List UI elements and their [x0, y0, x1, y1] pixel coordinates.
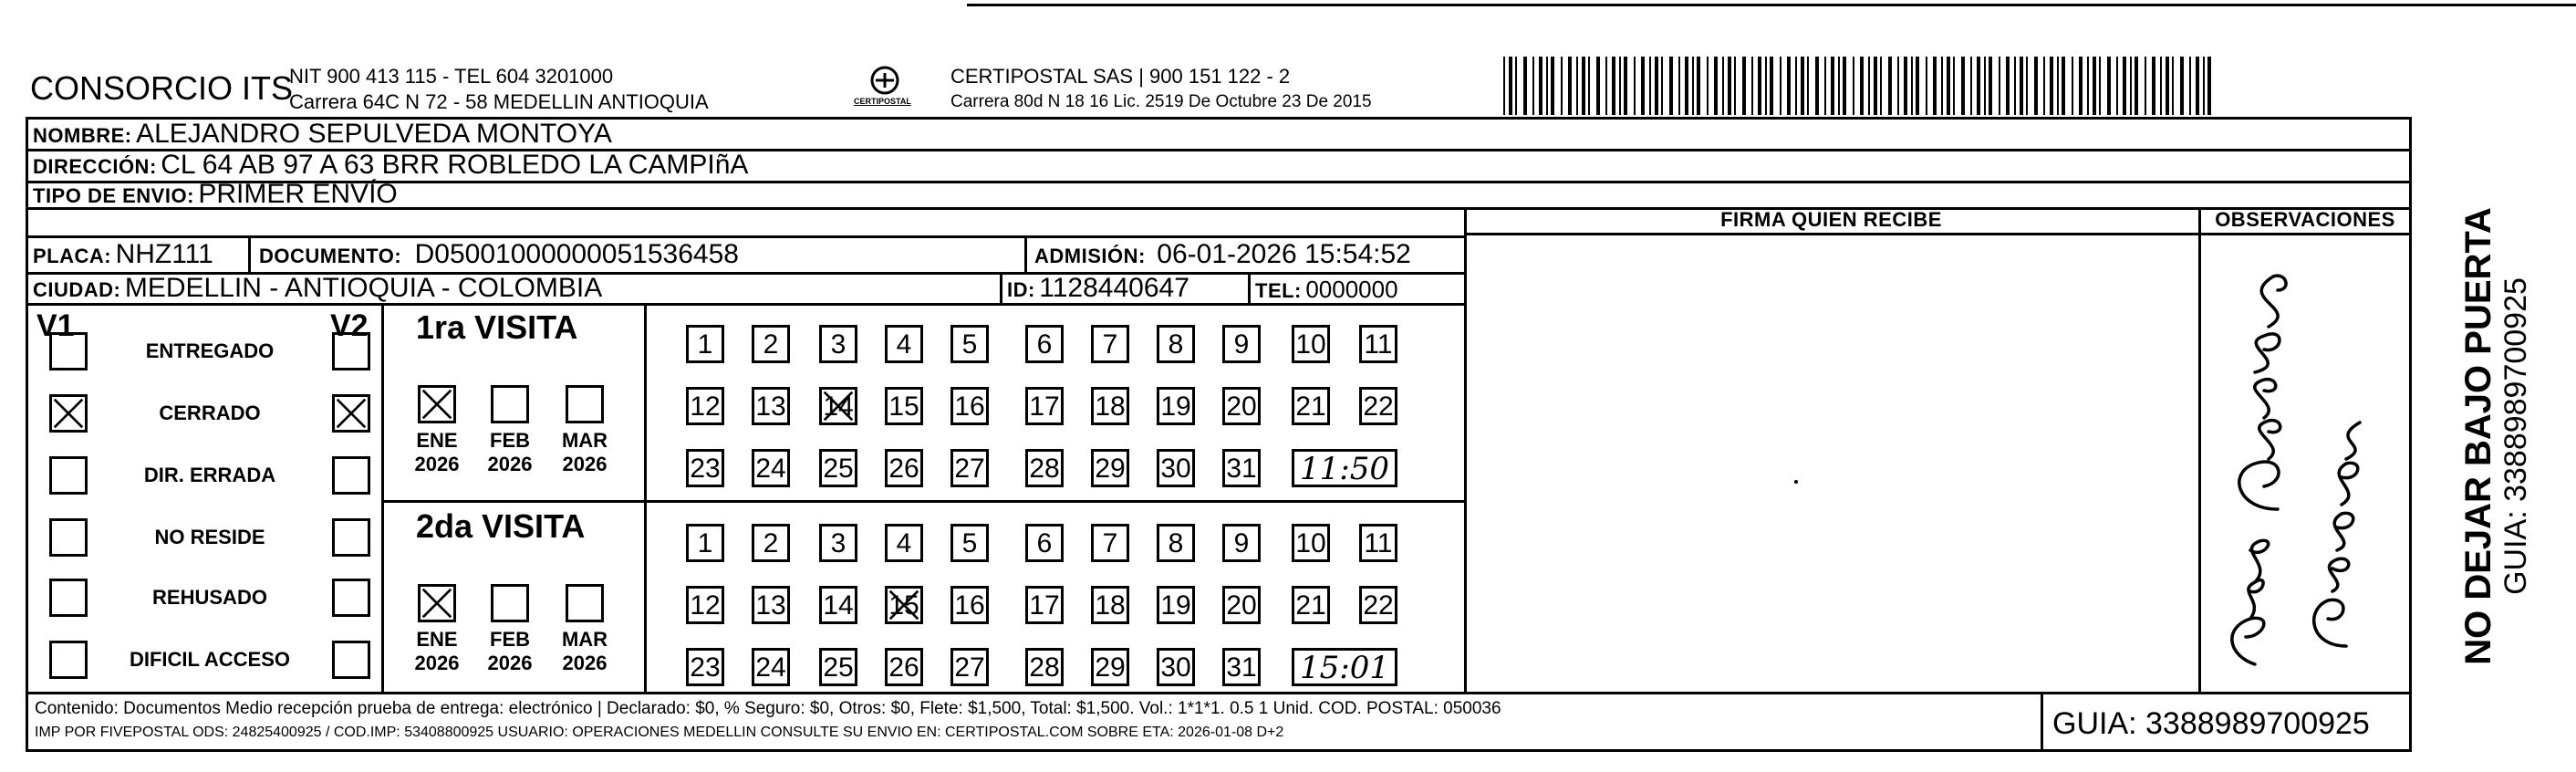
- id-row: [1007, 273, 1189, 304]
- day-box-4[interactable]: 4: [885, 325, 923, 363]
- nombre-value: ALEJANDRO SEPULVEDA MONTOYA: [136, 119, 612, 149]
- day-box-3[interactable]: 3: [819, 524, 857, 562]
- observation-handwriting: [2200, 235, 2410, 692]
- day-mark: [888, 589, 920, 621]
- day-box-12[interactable]: 12: [686, 586, 724, 624]
- day-box-11[interactable]: 11: [1359, 325, 1397, 363]
- day-box-3[interactable]: 3: [819, 325, 857, 363]
- month-year: 2026: [414, 453, 460, 475]
- side-guia: GUIA: 3388989700925: [2498, 277, 2533, 595]
- reason-label: DIFICIL ACCESO: [129, 648, 290, 671]
- month-name: MAR: [561, 628, 608, 651]
- month-checkbox-ene[interactable]: [418, 584, 456, 622]
- day-box-13[interactable]: 13: [752, 586, 790, 624]
- reason-label: DIR. ERRADA: [143, 464, 276, 486]
- month-label: [478, 429, 542, 476]
- rule-visit-split: [381, 500, 1467, 503]
- rule-footer: [26, 692, 2412, 694]
- admision-label: ADMISIÓN:: [1034, 245, 1146, 267]
- month-checkbox-ene[interactable]: [418, 385, 456, 423]
- day-box-7[interactable]: 7: [1091, 524, 1129, 562]
- day-box-8[interactable]: 8: [1157, 524, 1195, 562]
- month-year: 2026: [562, 453, 608, 475]
- admision-value: 06-01-2026 15:54:52: [1157, 239, 1411, 269]
- month-checkbox-feb[interactable]: [491, 385, 529, 423]
- tipo-row: [33, 179, 398, 210]
- v1-label: V1: [36, 308, 75, 343]
- day-box-14[interactable]: 14: [819, 586, 857, 624]
- day-box-22[interactable]: 22: [1359, 586, 1397, 624]
- rule-grid-sep2: [644, 303, 647, 692]
- day-box-6[interactable]: 6: [1025, 524, 1064, 562]
- day-box-31[interactable]: 31: [1222, 449, 1261, 487]
- day-box-1[interactable]: 1: [686, 524, 724, 562]
- day-box-12[interactable]: 12: [686, 387, 724, 425]
- logo-text: CERTIPOSTAL: [854, 97, 911, 106]
- day-box-23[interactable]: 23: [686, 449, 724, 487]
- day-box-23[interactable]: 23: [686, 648, 724, 686]
- placa-value: NHZ111: [115, 239, 213, 269]
- rule-sig-left: [1464, 207, 1467, 692]
- day-box-16[interactable]: 16: [950, 387, 989, 425]
- id-value: 1128440647: [1039, 273, 1189, 303]
- footer-line1: Contenido: Documentos Medio recepción prueba de entrega: electrónico | Declarado: $0, % Seguro: $0, Otros: $0, Flete: $1,500, Total: $1,500. Vol.: 1*1*1. 0.5 1 Unid. COD. POSTAL: 050036: [35, 699, 1501, 718]
- day-box-16[interactable]: 16: [950, 586, 989, 624]
- v1-checkbox-5[interactable]: [49, 579, 88, 617]
- day-box-25[interactable]: 25: [819, 648, 857, 686]
- v1-checkbox-3[interactable]: [49, 456, 88, 495]
- month-label: [553, 429, 617, 476]
- no-dejar-bajo-puerta: NO DEJAR BAJO PUERTA: [2458, 207, 2498, 665]
- day-box-18[interactable]: 18: [1091, 586, 1129, 624]
- month-name: ENE: [416, 429, 458, 452]
- day-box-9[interactable]: 9: [1222, 524, 1261, 562]
- tel-label: TEL:: [1255, 279, 1302, 302]
- footer-line2: IMP POR FIVEPOSTAL ODS: 24825400925 / COD.IMP: 53408800925 USUARIO: OPERACIONES MEDELLIN CONSULTE SU ENVIO EN: CERTIPOSTAL.COM SOBRE ETA: 2026-01-08 D+2: [35, 725, 1284, 740]
- month-label: [405, 628, 469, 675]
- day-box-26[interactable]: 26: [885, 449, 923, 487]
- day-box-28[interactable]: 28: [1025, 648, 1064, 686]
- ciudad-label: CIUDAD:: [33, 278, 121, 301]
- day-box-4[interactable]: 4: [885, 524, 923, 562]
- ciudad-row: [33, 273, 602, 304]
- day-box-2[interactable]: 2: [752, 524, 790, 562]
- certipostal-logo: [854, 64, 912, 110]
- day-box-21[interactable]: 21: [1292, 387, 1330, 425]
- placa-label: PLACA:: [33, 245, 112, 267]
- admision-row: [1034, 239, 1411, 270]
- observaciones-label: OBSERVACIONES: [2215, 208, 2395, 231]
- day-box-5[interactable]: 5: [950, 325, 989, 363]
- rule-grid-sep1: [381, 303, 384, 692]
- day-box-24[interactable]: 24: [752, 648, 790, 686]
- documento-value: D05001000000051536458: [414, 239, 739, 269]
- month-checkbox-feb[interactable]: [491, 584, 529, 622]
- day-box-28[interactable]: 28: [1025, 449, 1064, 487]
- nombre-label: NOMBRE:: [33, 124, 132, 147]
- day-box-29[interactable]: 29: [1091, 648, 1129, 686]
- day-box-30[interactable]: 30: [1157, 449, 1195, 487]
- month-year: 2026: [414, 652, 460, 674]
- month-checkbox-mar[interactable]: [566, 385, 604, 423]
- documento-row: [259, 239, 739, 270]
- month-label: [553, 628, 617, 675]
- day-box-10[interactable]: 10: [1292, 325, 1330, 363]
- v1-checkbox-2[interactable]: [49, 394, 88, 433]
- rule-id-sep: [1000, 272, 1002, 303]
- day-mark: [822, 390, 855, 423]
- placa-row: [33, 239, 213, 270]
- day-box-20[interactable]: 20: [1222, 387, 1261, 425]
- day-box-30[interactable]: 30: [1157, 648, 1195, 686]
- day-box-24[interactable]: 24: [752, 449, 790, 487]
- documento-label: DOCUMENTO:: [259, 245, 402, 267]
- month-name: MAR: [561, 429, 608, 452]
- month-year: 2026: [562, 652, 608, 674]
- top-edge-line: [967, 4, 2576, 6]
- month-name: FEB: [490, 429, 530, 452]
- visit-title: 2da VISITA: [416, 507, 586, 545]
- month-checkbox-mar[interactable]: [566, 584, 604, 622]
- v1-checkbox-1[interactable]: [49, 332, 88, 370]
- day-box-14[interactable]: 14: [819, 387, 857, 425]
- day-box-17[interactable]: 17: [1025, 387, 1064, 425]
- ciudad-value: MEDELLIN - ANTIOQUIA - COLOMBIA: [124, 273, 603, 303]
- nombre-row: [33, 119, 612, 150]
- visit-title: 1ra VISITA: [416, 308, 578, 346]
- day-box-20[interactable]: 20: [1222, 586, 1261, 624]
- rule-footer-sep: [2041, 692, 2043, 752]
- company-name: CONSORCIO ITS: [30, 69, 294, 107]
- v2-checkbox-1[interactable]: [332, 332, 370, 370]
- rule-placa-sep: [248, 235, 251, 272]
- day-box-7[interactable]: 7: [1091, 325, 1129, 363]
- direccion-label: DIRECCIÓN:: [33, 155, 157, 178]
- month-label: [478, 628, 542, 675]
- day-box-21[interactable]: 21: [1292, 586, 1330, 624]
- v2-checkbox-3[interactable]: [332, 456, 370, 495]
- day-box-18[interactable]: 18: [1091, 387, 1129, 425]
- month-label: [405, 429, 469, 476]
- direccion-value: CL 64 AB 97 A 63 BRR ROBLEDO LA CAMPIñA: [161, 150, 749, 180]
- day-box-15[interactable]: 15: [885, 387, 923, 425]
- v1-checkbox-4[interactable]: [49, 518, 88, 557]
- v1-checkbox-6[interactable]: [49, 641, 88, 679]
- day-box-8[interactable]: 8: [1157, 325, 1195, 363]
- day-box-31[interactable]: 31: [1222, 648, 1261, 686]
- day-box-9[interactable]: 9: [1222, 325, 1261, 363]
- company-line1: NIT 900 413 115 - TEL 604 3201000: [289, 65, 614, 88]
- day-box-27[interactable]: 27: [950, 449, 989, 487]
- month-name: ENE: [416, 628, 458, 651]
- side-text: [2415, 117, 2576, 756]
- rule-tel-sep: [1248, 272, 1251, 303]
- tel-row: [1255, 276, 1398, 304]
- month-year: 2026: [487, 453, 533, 475]
- v2-label: V2: [330, 308, 369, 343]
- carrier-line2: Carrera 80d N 18 16 Lic. 2519 De Octubre 23 De 2015: [950, 92, 1372, 111]
- day-box-1[interactable]: 1: [686, 325, 724, 363]
- tipo-label: TIPO DE ENVIO:: [33, 184, 194, 207]
- carrier-line1: CERTIPOSTAL SAS | 900 151 122 - 2: [950, 65, 1291, 88]
- reason-label: REHUSADO: [152, 586, 267, 609]
- reason-label: CERRADO: [159, 402, 261, 424]
- visit-time-box[interactable]: [1292, 449, 1397, 487]
- day-box-19[interactable]: 19: [1157, 586, 1195, 624]
- day-box-19[interactable]: 19: [1157, 387, 1195, 425]
- v2-checkbox-5[interactable]: [332, 579, 370, 617]
- tipo-value: PRIMER ENVÍO: [198, 179, 398, 209]
- visit-time: 11:50: [1300, 451, 1389, 487]
- reason-label: NO RESIDE: [154, 526, 265, 548]
- month-year: 2026: [487, 652, 533, 674]
- rule-admision-sep: [1024, 235, 1027, 272]
- footer-guia: GUIA: 3388989700925: [2052, 706, 2370, 741]
- tel-value: 0000000: [1305, 276, 1398, 303]
- month-name: FEB: [490, 628, 530, 651]
- signature-dot: [1794, 480, 1798, 484]
- v2-checkbox-4[interactable]: [332, 518, 370, 557]
- day-box-5[interactable]: 5: [950, 524, 989, 562]
- day-box-26[interactable]: 26: [885, 648, 923, 686]
- id-label: ID:: [1007, 278, 1035, 301]
- day-box-29[interactable]: 29: [1091, 449, 1129, 487]
- company-line2: Carrera 64C N 72 - 58 MEDELLIN ANTIOQUIA: [289, 90, 709, 113]
- day-box-15[interactable]: 15: [885, 586, 923, 624]
- rule-placa: [26, 235, 1467, 238]
- direccion-row: [33, 150, 748, 181]
- firma-label: FIRMA QUIEN RECIBE: [1720, 208, 1942, 231]
- visit-time: 15:01: [1300, 650, 1389, 686]
- day-box-27[interactable]: 27: [950, 648, 989, 686]
- day-box-2[interactable]: 2: [752, 325, 790, 363]
- reason-label: ENTREGADO: [145, 339, 275, 362]
- day-box-17[interactable]: 17: [1025, 586, 1064, 624]
- day-box-13[interactable]: 13: [752, 387, 790, 425]
- day-box-22[interactable]: 22: [1359, 387, 1397, 425]
- day-box-25[interactable]: 25: [819, 449, 857, 487]
- day-box-6[interactable]: 6: [1025, 325, 1064, 363]
- v2-checkbox-2[interactable]: [332, 394, 370, 433]
- v2-checkbox-6[interactable]: [332, 641, 370, 679]
- visit-time-box[interactable]: [1292, 648, 1397, 686]
- barcode: [1503, 57, 2224, 115]
- day-box-11[interactable]: 11: [1359, 524, 1397, 562]
- day-box-10[interactable]: 10: [1292, 524, 1330, 562]
